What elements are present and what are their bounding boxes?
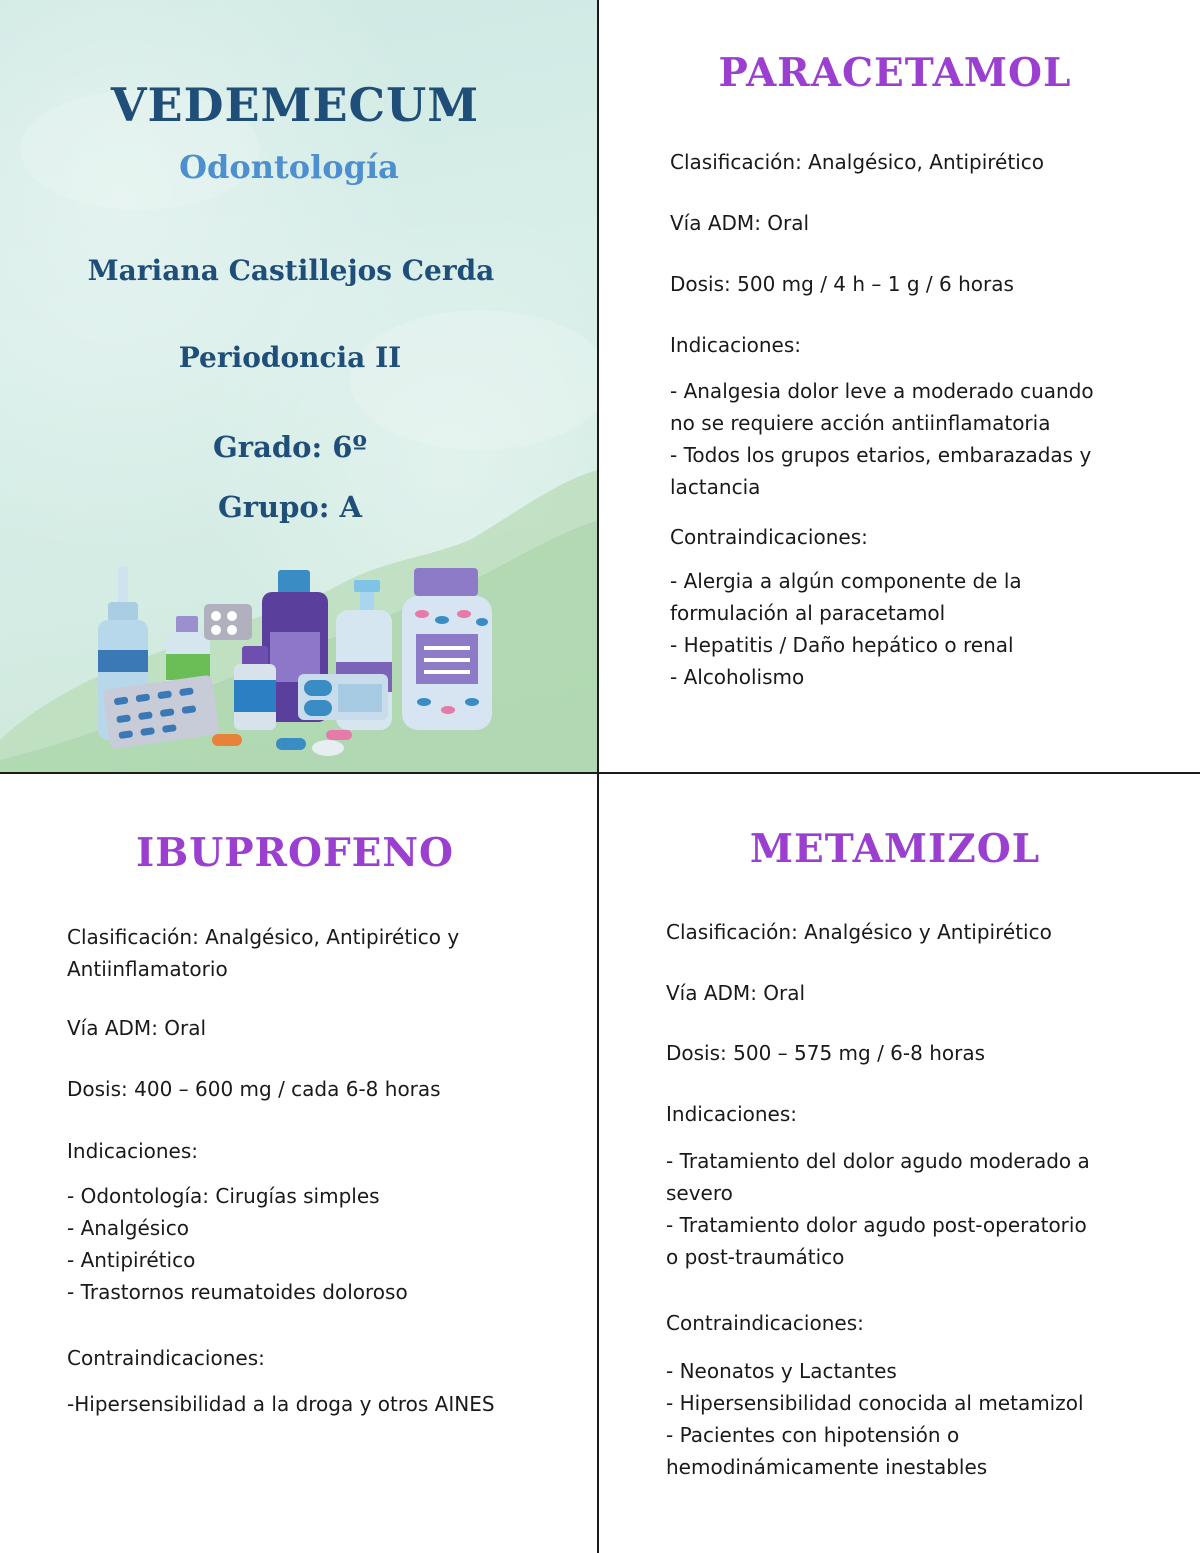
horizontal-divider [0,772,1200,774]
ibuprofeno-clasificacion [67,921,459,985]
list-item: - Trastornos reumatoides doloroso [67,1280,408,1304]
metamizol-indicaciones-list [666,1145,1090,1273]
list-item: no se requiere acción antiinflamatoria [670,411,1051,435]
cover-panel [0,0,598,772]
ibuprofeno-contraindicaciones-label: Contraindicaciones: [67,1346,265,1370]
cover-title: VEDEMECUM [110,78,480,132]
vertical-divider [597,0,599,1553]
paracetamol-clasificacion: Clasificación: Analgésico, Antipirético [670,150,1044,174]
ibuprofeno-dosis: Dosis: 400 – 600 mg / cada 6-8 horas [67,1077,441,1101]
metamizol-via: Vía ADM: Oral [666,981,806,1005]
ibuprofeno-via: Vía ADM: Oral [67,1016,207,1040]
paracetamol-contraindicaciones-label: Contraindicaciones: [670,525,868,549]
list-item: severo [666,1181,733,1205]
ibuprofeno-indicaciones-list [67,1180,408,1308]
list-item: - Alcoholismo [670,665,805,689]
paracetamol-title: PARACETAMOL [718,50,1072,96]
list-item: - Hipersensibilidad conocida al metamizol [666,1391,1084,1415]
cover-course: Periodoncia II [178,341,402,374]
list-item: o post-traumático [666,1245,845,1269]
list-item: - Neonatos y Lactantes [666,1359,897,1383]
list-item: - Tratamiento dolor agudo post-operatorio [666,1213,1087,1237]
metamizol-dosis: Dosis: 500 – 575 mg / 6-8 horas [666,1041,986,1065]
paracetamol-contraindicaciones-list [670,565,1022,693]
metamizol-clasificacion: Clasificación: Analgésico y Antipirético [666,920,1052,944]
ibuprofeno-title: IBUPROFENO [136,830,454,876]
list-item: - Pacientes con hipotensión o [666,1423,960,1447]
metamizol-contraindicaciones-list [666,1355,1084,1483]
list-item: - Analgesia dolor leve a moderado cuando [670,379,1094,403]
list-item: lactancia [670,475,761,499]
metamizol-indicaciones-label: Indicaciones: [666,1102,798,1126]
paracetamol-indicaciones-list [670,375,1094,503]
cover-group: Grupo: A [217,490,363,524]
paracetamol-via: Vía ADM: Oral [670,211,810,235]
list-item: hemodinámicamente inestables [666,1455,988,1479]
clasificacion-line: Antiinflamatorio [67,957,228,981]
list-item: - Tratamiento del dolor agudo moderado a [666,1149,1090,1173]
list-item: - Odontología: Cirugías simples [67,1184,380,1208]
metamizol-contraindicaciones-label: Contraindicaciones: [666,1311,864,1335]
list-item: - Hepatitis / Daño hepático o renal [670,633,1014,657]
cover-grade: Grado: 6º [213,430,367,464]
list-item: - Todos los grupos etarios, embarazadas y [670,443,1092,467]
metamizol-title: METAMIZOL [749,826,1041,872]
ibuprofeno-indicaciones-label: Indicaciones: [67,1139,199,1163]
list-item: - Alergia a algún componente de la [670,569,1022,593]
paracetamol-indicaciones-label: Indicaciones: [670,333,802,357]
list-item: formulación al paracetamol [670,601,946,625]
clasificacion-line: Clasificación: Analgésico, Antipirético y [67,925,460,949]
cover-subtitle: Odontología [179,148,399,186]
cover-author: Mariana Castillejos Cerda [87,254,495,287]
medicine-illustration [92,562,512,762]
ibuprofeno-contraindicaciones-list [67,1388,495,1420]
list-item: - Antipirético [67,1248,196,1272]
list-item: - Analgésico [67,1216,189,1240]
list-item: -Hipersensibilidad a la droga y otros AINES [67,1392,495,1416]
paracetamol-dosis: Dosis: 500 mg / 4 h – 1 g / 6 horas [670,272,1014,296]
